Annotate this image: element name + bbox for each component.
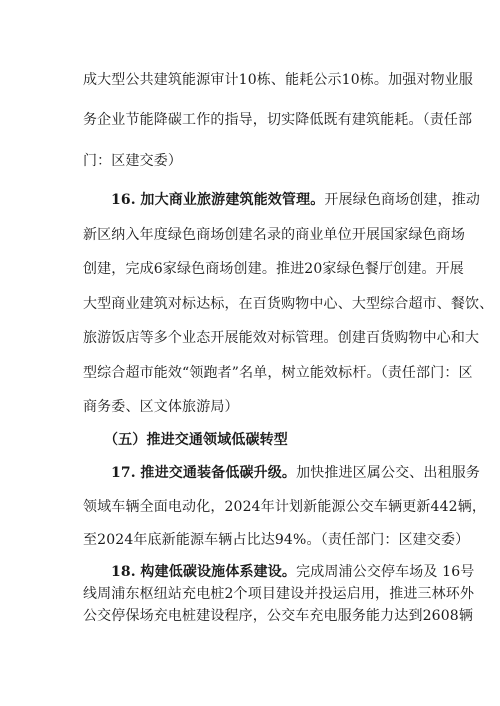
item-18-first-line: [111, 562, 474, 582]
paragraph-line: 大型商业建筑对标达标，在百货购物中心、大型综合超市、餐饮、: [83, 296, 494, 312]
item-title: 加大商业旅游建筑能效管理。: [140, 192, 325, 208]
paragraph-line: 务企业节能降碳工作的指导，切实降低既有建筑能耗。（责任部: [83, 112, 473, 128]
item-number: 16.: [111, 192, 136, 208]
paragraph-line: 线周浦东枢纽站充电桩2个项目建设并投运启用，推进三林环外: [83, 586, 475, 602]
paragraph-line: 公交停保场充电桩建设程序，公交车充电服务能力达到2608辆: [83, 608, 473, 624]
item-16-first-line: [111, 190, 480, 210]
paragraph-line: 新区纳入年度绿色商场创建名录的商业单位开展国家绿色商场: [83, 227, 466, 243]
item-number: 17.: [111, 465, 136, 481]
paragraph-line: 领域车辆全面电动化，2024年计划新能源公交车辆更新442辆，: [83, 499, 486, 515]
paragraph-line: 门：区建交委）: [83, 153, 183, 169]
paragraph-line: 型综合超市能效“领跑者”名单，树立能效标杆。（责任部门：区: [83, 365, 473, 381]
paragraph-line: 商务委、区文体旅游局）: [83, 399, 239, 415]
item-text: 完成周浦公交停车场及 16号: [296, 564, 475, 580]
section-heading: （五）推进交通领域低碳转型: [104, 432, 288, 448]
paragraph-line: 旅游饭店等多个业态开展能效对标管理。创建百货购物中心和大: [83, 330, 480, 346]
item-title: 推进交通装备低碳升级。: [140, 465, 297, 481]
paragraph-line: 创建，完成6家绿色商场创建。推进20家绿色餐厅创建。开展: [83, 261, 464, 277]
paragraph-line: 至2024年底新能源车辆占比达94%。（责任部门：区建交委）: [83, 532, 470, 548]
item-text: 加快推进区属公交、出租服务: [296, 465, 481, 481]
item-title: 构建低碳设施体系建设。: [140, 564, 297, 580]
item-text: 开展绿色商场创建，推动: [324, 192, 481, 208]
item-17-first-line: [111, 463, 480, 483]
item-number: 18.: [111, 564, 136, 580]
paragraph-line: 成大型公共建筑能源审计10栋、能耗公示10栋。加强对物业服: [83, 72, 473, 88]
